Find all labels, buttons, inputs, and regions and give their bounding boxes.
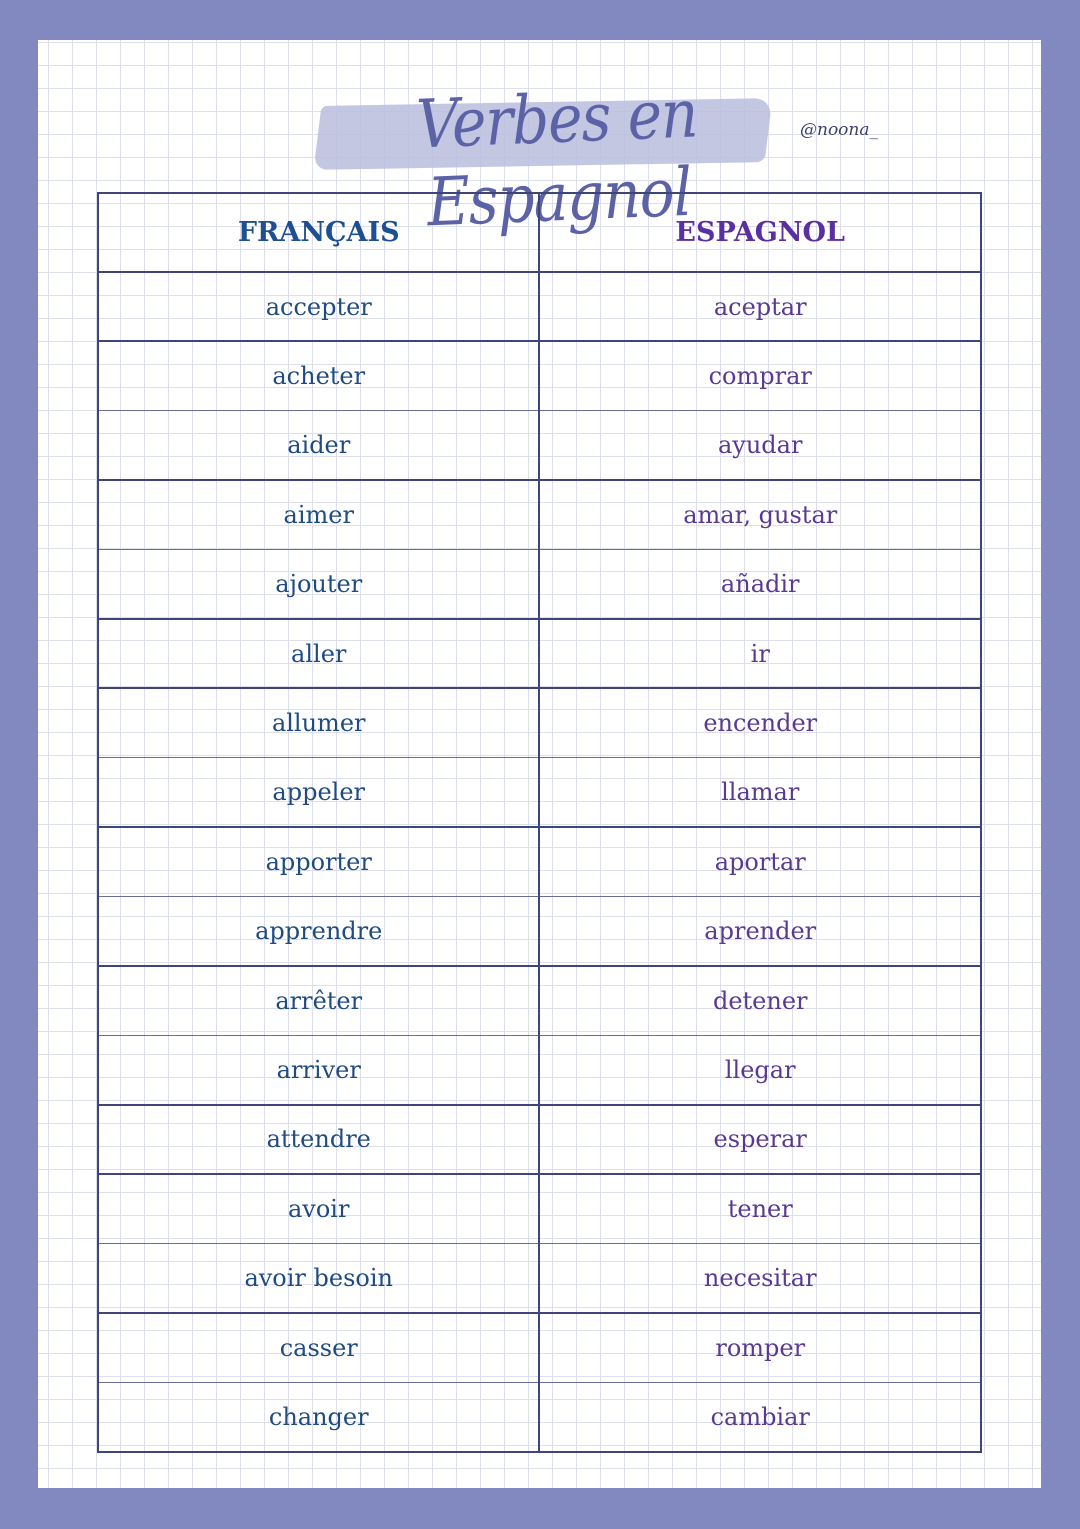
french-verb: aimer [98,480,539,549]
spanish-verb: necesitar [539,1243,981,1312]
title-block [308,68,808,242]
french-verb: avoir besoin [98,1243,539,1312]
spanish-verb: esperar [539,1105,981,1174]
table-row [98,272,981,341]
header-spanish-cell [539,193,981,272]
spanish-verb: comprar [539,341,981,410]
spanish-verb: encender [539,688,981,757]
table-row [98,827,981,896]
french-verb: arrêter [98,966,539,1035]
header-french-cell [98,193,539,272]
spanish-verb: tener [539,1174,981,1243]
table-row [98,411,981,480]
table-row [98,966,981,1035]
table-row [98,1105,981,1174]
french-verb: appeler [98,758,539,827]
author-handle: @noona_ [800,120,879,140]
french-verb: arriver [98,1035,539,1104]
table-row [98,341,981,410]
french-verb: aider [98,411,539,480]
french-verb: accepter [98,272,539,341]
spanish-verb: aceptar [539,272,981,341]
spanish-verb: cambiar [539,1382,981,1451]
spanish-verb: aportar [539,827,981,896]
header-french-label: FRANÇAIS [232,218,406,248]
vocabulary-table [97,192,982,1453]
french-verb: ajouter [98,550,539,619]
table-row [98,1313,981,1382]
grid-paper-sheet [38,40,1041,1488]
french-verb: avoir [98,1174,539,1243]
header-spanish-label: ESPAGNOL [669,218,851,248]
spanish-verb: amar, gustar [539,480,981,549]
table-row [98,1035,981,1104]
table-row [98,1243,981,1312]
spanish-verb: aprender [539,897,981,966]
table-row [98,550,981,619]
french-verb: attendre [98,1105,539,1174]
table-header-row [98,193,981,272]
table-body [98,272,981,1452]
spanish-verb: añadir [539,550,981,619]
french-verb: changer [98,1382,539,1451]
french-verb: apporter [98,827,539,896]
table-row [98,480,981,549]
spanish-verb: ir [539,619,981,688]
table-row [98,758,981,827]
french-verb: apprendre [98,897,539,966]
french-verb: acheter [98,341,539,410]
table-row [98,1174,981,1243]
table-row [98,619,981,688]
spanish-verb: detener [539,966,981,1035]
table-row [98,688,981,757]
table-row [98,897,981,966]
french-verb: casser [98,1313,539,1382]
spanish-verb: llegar [539,1035,981,1104]
page-title: Verbes en Espagnol [415,74,699,242]
french-verb: aller [98,619,539,688]
table-row [98,1382,981,1451]
spanish-verb: llamar [539,758,981,827]
french-verb: allumer [98,688,539,757]
spanish-verb: romper [539,1313,981,1382]
spanish-verb: ayudar [539,411,981,480]
